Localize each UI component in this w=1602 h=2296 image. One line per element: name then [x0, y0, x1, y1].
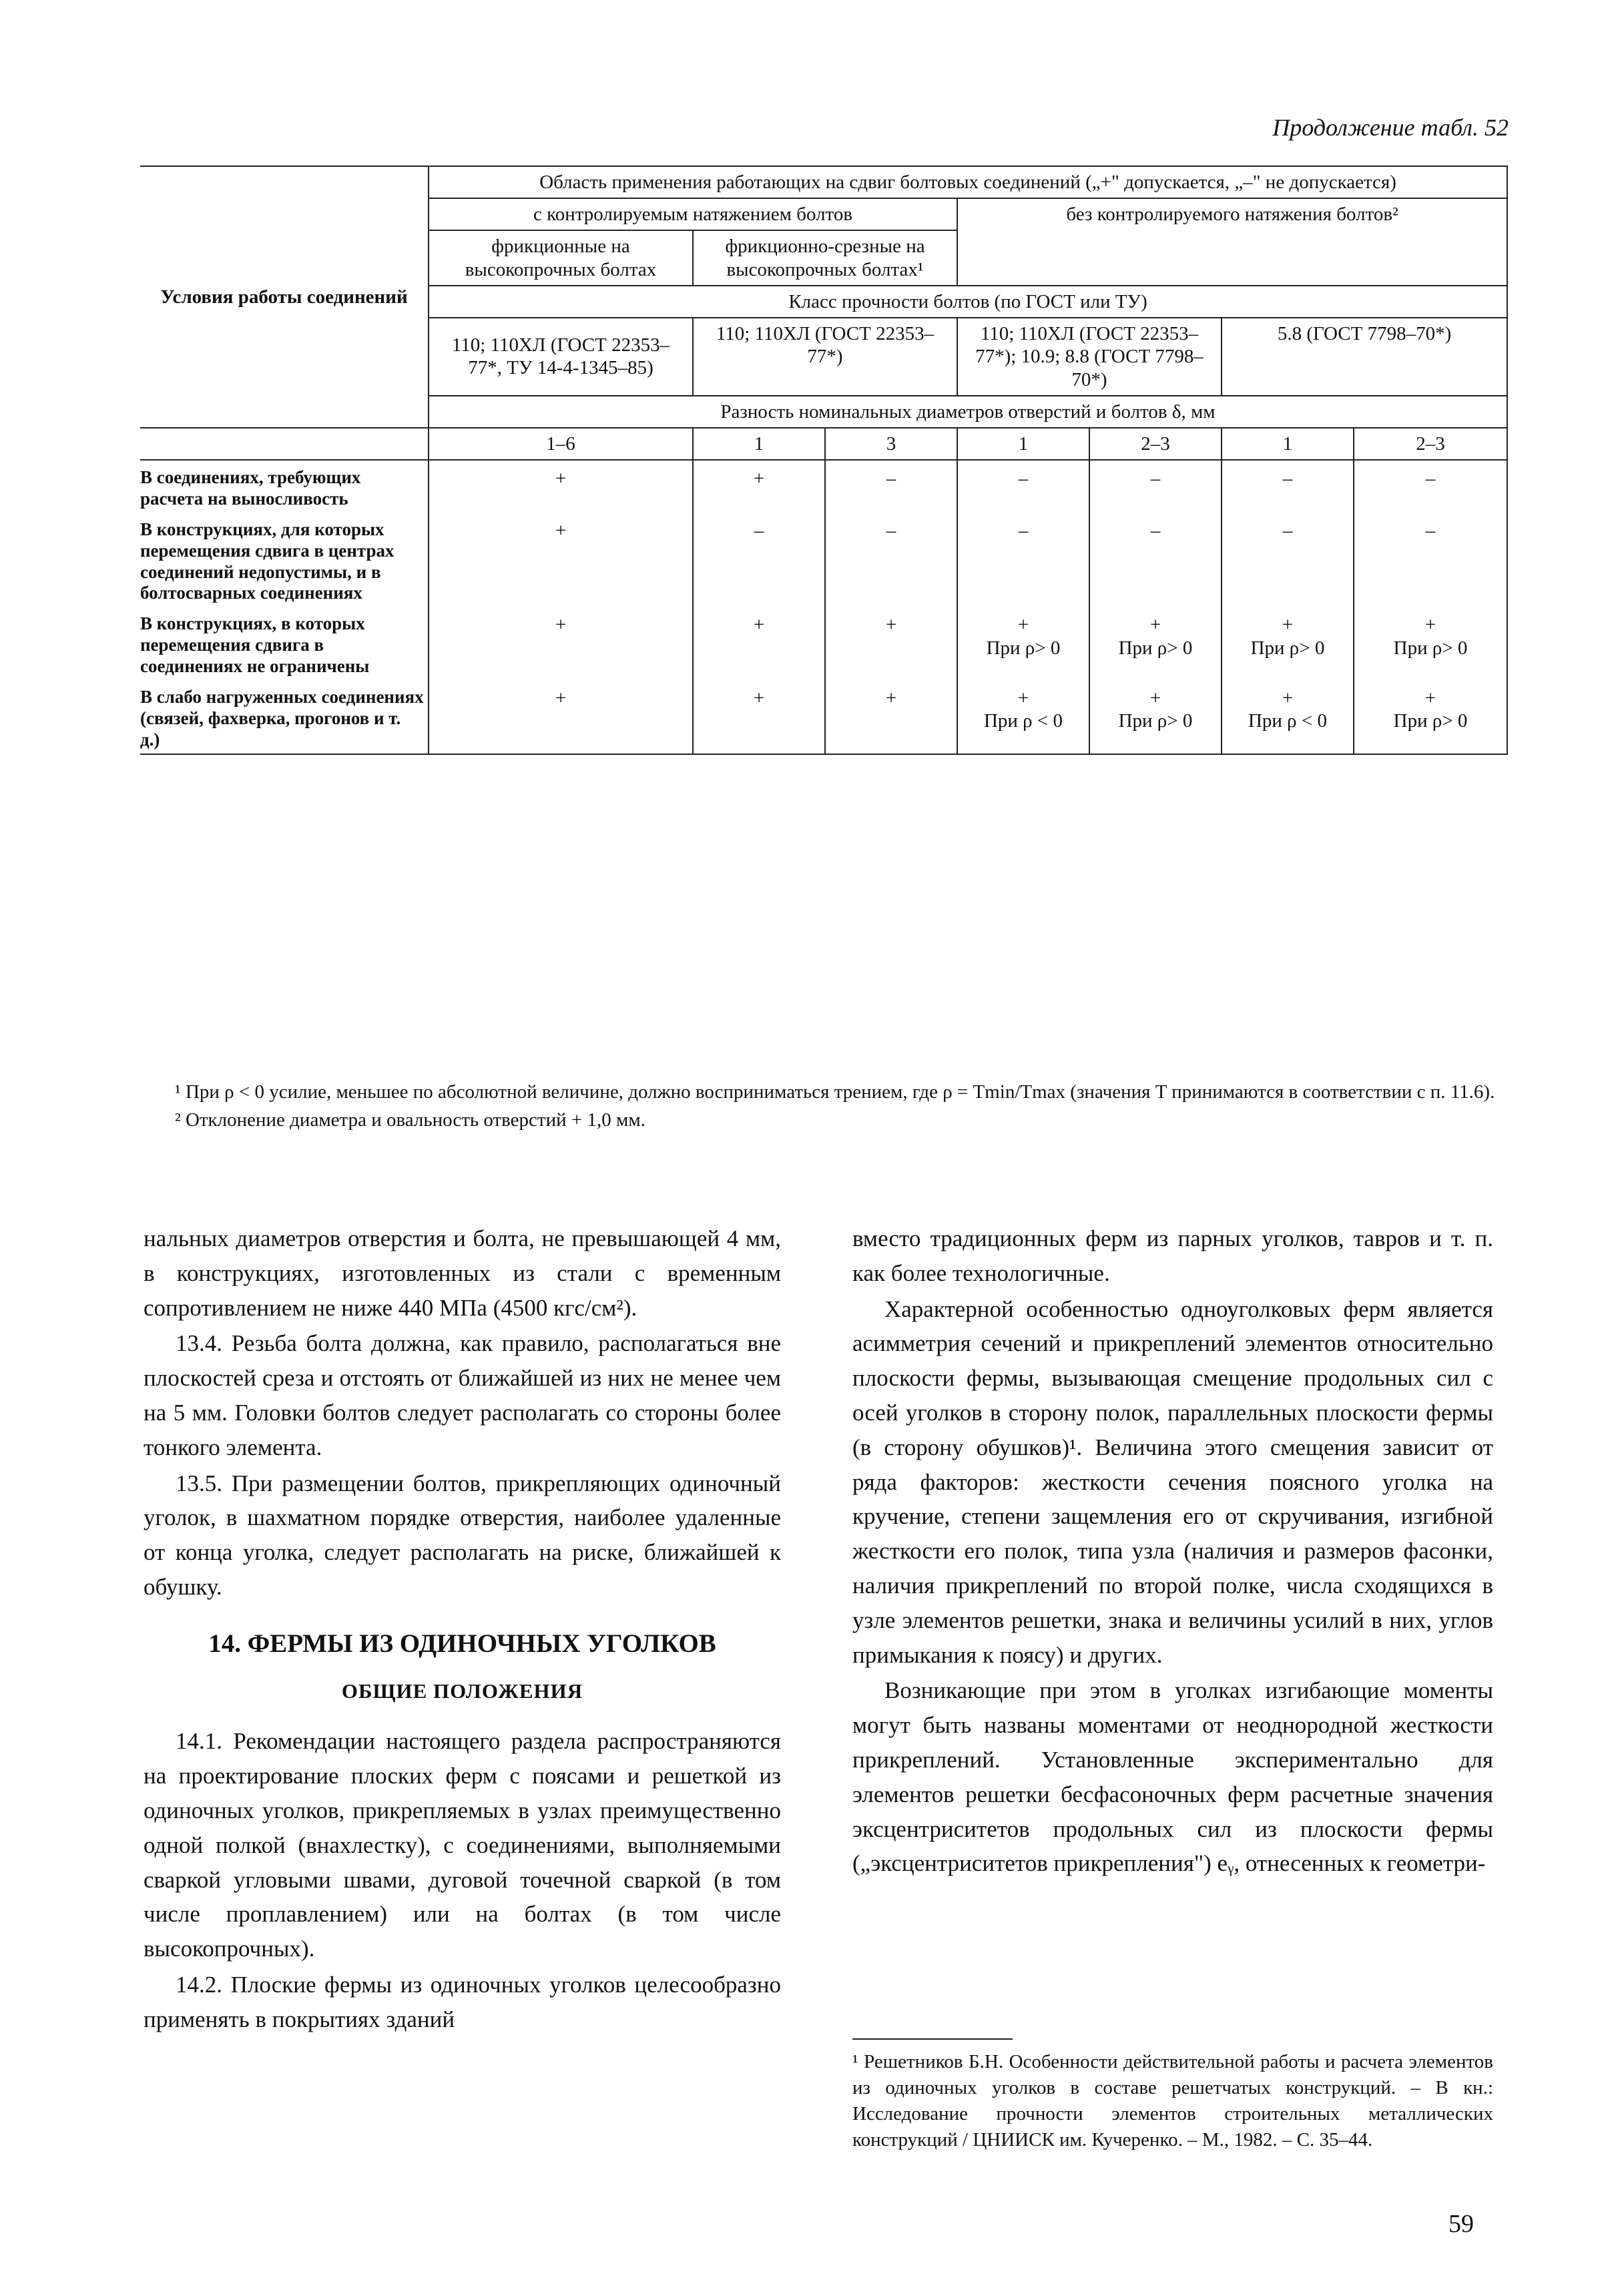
table-cell: +	[825, 607, 957, 680]
paragraph: Возникающие при этом в уголках изгибающие моменты могут быть названы моментами от неоднородной жесткости прикреплений. Установленные экспериментально для элементов решетки бесфасоночных ферм расчетные значения эксцентриситетов продольных сил из плоскости фермы („эксцентриситетов прикрепления") eᵧ, отнесенных к геометри-	[852, 1677, 1493, 1877]
footnote-rule	[852, 2038, 1013, 2040]
diff-cell: 2–3	[1354, 428, 1507, 460]
friction-shear-header: фрикционно-срезные на высокопрочных болтах¹	[693, 230, 957, 285]
table-cell: +	[693, 607, 825, 680]
paragraph: Характерной особенностью одноуголковых ферм является асимметрия сечений и прикреплений элементов относительно плоскости фермы, вызывающая смещение продольных сил с осей уголков в сторону полок, параллельных плоскости фермы (в сторону обушков)¹. Величина этого смещения зависит от ряда факторов: жесткости сечения поясного уголка на кручение, степени защемления его от скручивания, изгибной жесткости его полок, типа узла (наличия и размеров фасонки, наличия прикреплений по второй полке, числа сходящихся в узле элементов решетки, знака и величины усилий в них, углов примыкания к поясу) и других.	[852, 1296, 1493, 1668]
section-heading: 14. ФЕРМЫ ИЗ ОДИНОЧНЫХ УГОЛКОВ	[208, 1629, 716, 1658]
table-footnotes	[175, 1080, 1510, 1135]
left-column	[144, 1221, 781, 2038]
table-cell: + При ρ> 0	[1222, 607, 1354, 680]
class-3: 110; 110ХЛ (ГОСТ 22353–77*); 10.9; 8.8 (ГОСТ 7798–70*)	[957, 318, 1222, 396]
paragraph: 13.4. Резьба болта должна, как правило, располагаться вне плоскостей среза и отстоять от ближайшей из них не менее чем на 5 мм. Головки болтов следует располагать со стороны более тонкого элемента.	[144, 1330, 781, 1460]
without-control-header: без контролируемого натяжения болтов²	[957, 198, 1507, 286]
diff-cell: 1–6	[429, 428, 693, 460]
table-cell: +	[429, 460, 693, 513]
table-cell: +	[429, 680, 693, 754]
paragraph: 14.2. Плоские фермы из одиночных уголков целесообразно применять в покрытиях зданий	[144, 1971, 781, 2032]
table-cell: –	[1354, 513, 1507, 607]
table-cell: + При ρ> 0	[1354, 680, 1507, 754]
table-cell: +	[693, 460, 825, 513]
table-cell: –	[825, 513, 957, 607]
bolt-connections-table	[140, 166, 1508, 755]
row-condition: В соединениях, требующих расчета на выносливость	[140, 460, 429, 513]
class-2: 110; 110ХЛ (ГОСТ 22353–77*)	[693, 318, 957, 396]
table-cell: –	[1354, 460, 1507, 513]
row-condition: В конструкциях, в которых перемещения сдвига в соединениях не ограничены	[140, 607, 429, 680]
subsection-heading: ОБЩИЕ ПОЛОЖЕНИЯ	[341, 1679, 583, 1703]
table-cell: –	[957, 513, 1089, 607]
footnote-2: ² Отклонение диаметра и овальность отверстий + 1,0 мм.	[175, 1109, 645, 1131]
table-cell: + При ρ> 0	[957, 607, 1089, 680]
page-footnote: ¹ Решетников Б.Н. Особенности действительной работы и расчета элементов из одиночных уголков в составе решетчатых конструкций. – В кн.: Исследование прочности элементов строительных металлических конструкций / ЦНИИСК им. Кучеренко. – М., 1982. – С. 35–44.	[852, 2051, 1493, 2151]
table-cell: +	[429, 607, 693, 680]
class-1: 110; 110ХЛ (ГОСТ 22353–77*, ТУ 14-4-1345–85)	[429, 318, 693, 396]
table-cell: +	[429, 513, 693, 607]
diff-cell: 2–3	[1089, 428, 1222, 460]
area-header: Область применения работающих на сдвиг болтовых соединений („+" допускается, „–" не допускается)	[429, 166, 1507, 198]
table-continuation-header: Продолжение табл. 52	[1272, 114, 1509, 141]
class-4: 5.8 (ГОСТ 7798–70*)	[1222, 318, 1507, 396]
class-header: Класс прочности болтов (по ГОСТ или ТУ)	[429, 286, 1507, 318]
table-cell: –	[1222, 513, 1354, 607]
paragraph: 13.5. При размещении болтов, прикрепляющих одиночный уголок, в шахматном порядке отверстия, наиболее удаленные от конца уголка, следует располагать на риске, ближайшей к обушку.	[144, 1470, 781, 1600]
diff-cell: 3	[825, 428, 957, 460]
with-control-header: с контролируемым натяжением болтов	[429, 198, 957, 230]
table-cell: –	[825, 460, 957, 513]
table-cell: –	[1089, 513, 1222, 607]
footnote-1: ¹ При ρ < 0 усилие, меньшее по абсолютной величине, должно восприниматься трением, где ρ = Tmin/Tmax (значения T принимаются в соответствии с п. 11.6).	[175, 1081, 1495, 1103]
row-condition: В конструкциях, для которых перемещения сдвига в центрах соединений недопустимы, и в болтосварных соединениях	[140, 513, 429, 607]
table-cell: +	[693, 680, 825, 754]
diff-cell: 1	[693, 428, 825, 460]
paragraph: 14.1. Рекомендации настоящего раздела распространяются на проектирование плоских ферм с поясами и решеткой из одиночных уголков, прикрепляемых в узлах преимущественно одной полкой (внахлестку), с соединениями, выполняемыми сваркой угловыми швами, дуговой точечной сваркой (в том числе проплавлением) или на болтах (в том числе высокопрочных).	[144, 1728, 781, 1962]
diff-header: Разность номинальных диаметров отверстий и болтов δ, мм	[429, 396, 1507, 428]
table-cell: –	[1089, 460, 1222, 513]
paragraph: вместо традиционных ферм из парных уголков, тавров и т. п. как более технологичные.	[852, 1225, 1493, 1286]
right-column	[852, 1221, 1493, 1882]
table-cell: –	[1222, 460, 1354, 513]
table-cell: + При ρ> 0	[1354, 607, 1507, 680]
table-cell: + При ρ < 0	[957, 680, 1089, 754]
page-number: 59	[1448, 2210, 1474, 2238]
diff-cell: 1	[957, 428, 1089, 460]
table-cell: –	[693, 513, 825, 607]
row-condition: В слабо нагруженных соединениях (связей, фахверка, прогонов и т. д.)	[140, 680, 429, 754]
diff-cell: 1	[1222, 428, 1354, 460]
table-cell: +	[825, 680, 957, 754]
paragraph: нальных диаметров отверстия и болта, не превышающей 4 мм, в конструкциях, изготовленных из стали с временным сопротивлением не ниже 440 МПа (4500 кгс/см²).	[144, 1225, 781, 1321]
table-cell: + При ρ < 0	[1222, 680, 1354, 754]
friction-header: фрикционные на высокопрочных болтах	[429, 230, 693, 285]
table-cell: –	[957, 460, 1089, 513]
table-cell: + При ρ> 0	[1089, 680, 1222, 754]
table-cell: + При ρ> 0	[1089, 607, 1222, 680]
conditions-header: Условия работы соединений	[140, 166, 429, 428]
